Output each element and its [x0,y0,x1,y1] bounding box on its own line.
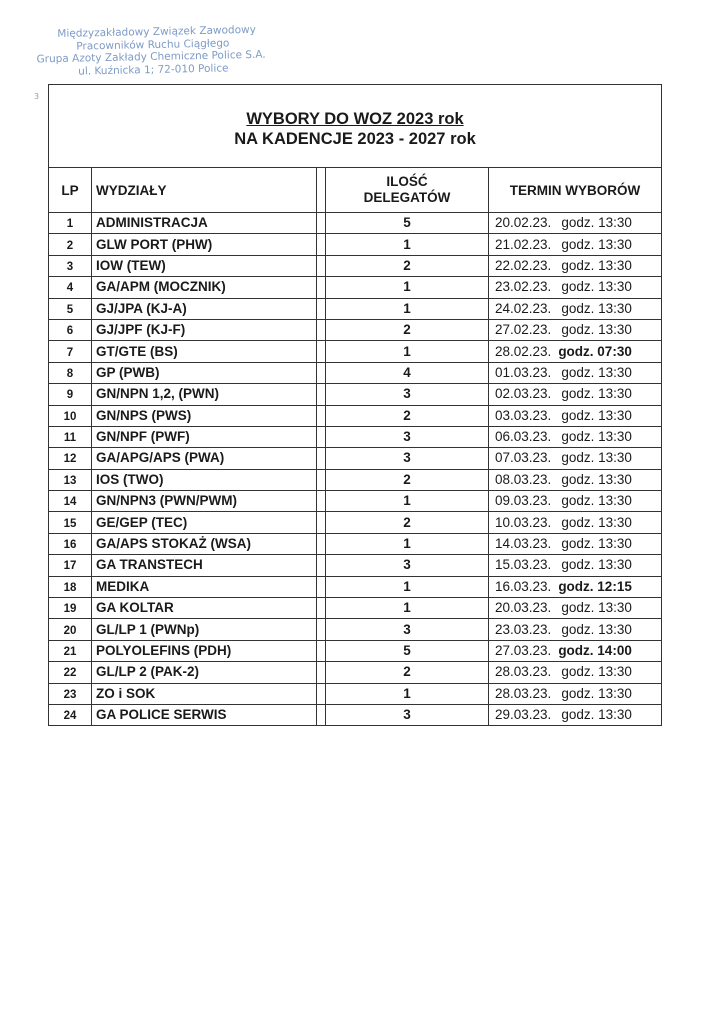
row-time: godz. 13:30 [561,707,632,723]
table-row [49,533,662,554]
row-date: 02.03.23. [495,386,552,402]
table-header-row [49,168,662,213]
row-wydzial: GJ/JPF (KJ-F) [92,319,317,340]
stamp-line: Międzyzakładowy Związek Zawodowy [57,23,256,40]
row-lp: 21 [49,640,92,661]
row-termin [489,576,662,597]
row-termin [489,341,662,362]
stamp-line: Grupa Azoty Zakłady Chemiczne Police S.A. [36,48,266,66]
column-separator [317,533,326,554]
table-row [49,362,662,383]
row-date: 23.02.23. [495,279,552,295]
row-time: godz. 13:30 [561,514,632,530]
row-termin [489,598,662,619]
row-wydzial: GA POLICE SERWIS [92,704,317,725]
table-row [49,576,662,597]
row-time: godz. 13:30 [561,621,632,637]
header-wydzialy: WYDZIAŁY [92,168,317,213]
table-row [49,598,662,619]
table-row [49,234,662,255]
title-line-1: WYBORY DO WOZ 2023 rok [246,110,464,128]
row-time: godz. 13:30 [561,536,632,552]
row-delegaci: 2 [326,512,489,533]
row-delegaci: 1 [326,683,489,704]
column-separator [317,341,326,362]
row-delegaci: 3 [326,448,489,469]
row-time: godz. 13:30 [561,471,632,487]
row-delegaci: 1 [326,234,489,255]
row-wydzial: GLW PORT (PHW) [92,234,317,255]
row-time: godz. 13:30 [561,664,632,680]
column-separator [317,619,326,640]
row-date: 20.02.23. [495,215,552,231]
row-termin [489,640,662,661]
row-termin [489,405,662,426]
column-separator [317,384,326,405]
column-separator [317,469,326,490]
row-lp: 24 [49,704,92,725]
column-separator [317,491,326,512]
row-termin [489,512,662,533]
row-lp: 2 [49,234,92,255]
table-row [49,448,662,469]
row-date: 08.03.23. [495,471,552,487]
row-delegaci: 1 [326,598,489,619]
row-wydzial: IOS (TWO) [92,469,317,490]
column-separator [317,448,326,469]
row-wydzial: GN/NPN3 (PWN/PWM) [92,491,317,512]
row-time: godz. 13:30 [561,386,632,402]
row-wydzial: GN/NPS (PWS) [92,405,317,426]
header-termin: TERMIN WYBORÓW [489,168,662,213]
row-lp: 5 [49,298,92,319]
row-wydzial: GA/APS STOKAŻ (WSA) [92,533,317,554]
column-separator [317,704,326,725]
column-separator [317,255,326,276]
row-time: godz. 13:30 [561,322,632,338]
table-row [49,512,662,533]
row-time: godz. 13:30 [561,557,632,573]
row-time: godz. 13:30 [561,300,632,316]
row-date: 24.02.23. [495,300,552,316]
row-lp: 15 [49,512,92,533]
row-lp: 23 [49,683,92,704]
row-delegaci: 1 [326,533,489,554]
row-time: godz. 13:30 [561,600,632,616]
row-date: 28.03.23. [495,664,552,680]
row-delegaci: 2 [326,662,489,683]
row-termin [489,683,662,704]
row-wydzial: GP (PWB) [92,362,317,383]
page-mark: 3 [34,92,40,101]
row-wydzial: POLYOLEFINS (PDH) [92,640,317,661]
row-time: godz. 13:30 [561,429,632,445]
row-wydzial: GT/GTE (BS) [92,341,317,362]
row-delegaci: 1 [326,576,489,597]
row-termin [489,704,662,725]
row-wydzial: GA KOLTAR [92,598,317,619]
row-termin [489,319,662,340]
row-date: 28.02.23. [495,343,552,359]
row-time: godz. 13:30 [561,364,632,380]
row-wydzial: GN/NPN 1,2, (PWN) [92,384,317,405]
row-termin [489,448,662,469]
row-lp: 9 [49,384,92,405]
stamp-line: ul. Kuźnicka 1; 72-010 Police [78,61,229,78]
column-separator [317,168,326,213]
row-termin [489,362,662,383]
header-ilosc [326,168,489,213]
column-separator [317,213,326,234]
row-lp: 18 [49,576,92,597]
table-row [49,277,662,298]
row-termin [489,255,662,276]
table-row [49,341,662,362]
row-date: 09.03.23. [495,493,552,509]
row-date: 01.03.23. [495,364,552,380]
column-separator [317,277,326,298]
row-date: 28.03.23. [495,685,552,701]
row-termin [489,234,662,255]
row-wydzial: GL/LP 1 (PWNp) [92,619,317,640]
row-delegaci: 3 [326,555,489,576]
table-row [49,683,662,704]
row-delegaci: 1 [326,298,489,319]
row-time: godz. 13:30 [561,450,632,466]
table-row [49,426,662,447]
elections-table [48,84,662,726]
row-date: 06.03.23. [495,429,552,445]
row-lp: 16 [49,533,92,554]
row-time: godz. 13:30 [561,279,632,295]
column-separator [317,512,326,533]
row-delegaci: 2 [326,255,489,276]
row-delegaci: 5 [326,213,489,234]
column-separator [317,598,326,619]
table-row [49,255,662,276]
row-delegaci: 3 [326,426,489,447]
stamp-line: Pracowników Ruchu Ciągłego [76,36,230,53]
row-termin [489,384,662,405]
table-row [49,555,662,576]
row-date: 03.03.23. [495,407,552,423]
row-delegaci: 2 [326,405,489,426]
column-separator [317,234,326,255]
row-date: 29.03.23. [495,707,552,723]
row-lp: 7 [49,341,92,362]
column-separator [317,319,326,340]
row-termin [489,298,662,319]
row-termin [489,213,662,234]
row-time: godz. 13:30 [561,215,632,231]
column-separator [317,555,326,576]
row-lp: 3 [49,255,92,276]
row-termin [489,619,662,640]
row-date: 20.03.23. [495,600,552,616]
row-date: 15.03.23. [495,557,552,573]
column-separator [317,405,326,426]
row-time: godz. 13:30 [561,407,632,423]
table-row [49,469,662,490]
table-row [49,491,662,512]
row-date: 16.03.23. [495,578,552,594]
row-date: 27.03.23. [495,643,552,658]
row-lp: 12 [49,448,92,469]
column-separator [317,362,326,383]
table-row [49,405,662,426]
row-date: 27.02.23. [495,322,552,338]
row-time: godz. 13:30 [561,236,632,252]
row-lp: 4 [49,277,92,298]
table-row [49,319,662,340]
document-title [49,85,662,168]
column-separator [317,298,326,319]
row-wydzial: IOW (TEW) [92,255,317,276]
row-lp: 22 [49,662,92,683]
row-lp: 13 [49,469,92,490]
row-delegaci: 3 [326,619,489,640]
header-ilosc-line-2: DELEGATÓW [363,190,451,205]
title-line-2: NA KADENCJE 2023 - 2027 rok [234,130,476,148]
row-delegaci: 5 [326,640,489,661]
row-lp: 17 [49,555,92,576]
row-time: godz. 13:30 [561,685,632,701]
row-termin [489,277,662,298]
row-wydzial: GJ/JPA (KJ-A) [92,298,317,319]
row-date: 10.03.23. [495,514,552,530]
row-wydzial: ADMINISTRACJA [92,213,317,234]
row-date: 22.02.23. [495,257,552,273]
row-lp: 8 [49,362,92,383]
table-row [49,619,662,640]
row-termin [489,491,662,512]
table-row [49,213,662,234]
row-lp: 11 [49,426,92,447]
column-separator [317,662,326,683]
table-body [49,213,662,726]
row-time: godz. 12:15 [558,578,632,594]
row-wydzial: GL/LP 2 (PAK-2) [92,662,317,683]
column-separator [317,683,326,704]
row-delegaci: 3 [326,384,489,405]
row-date: 14.03.23. [495,536,552,552]
row-wydzial: GA/APG/APS (PWA) [92,448,317,469]
table-row [49,640,662,661]
row-termin [489,555,662,576]
row-wydzial: GA/APM (MOCZNIK) [92,277,317,298]
column-separator [317,426,326,447]
row-delegaci: 1 [326,491,489,512]
row-wydzial: MEDIKA [92,576,317,597]
row-lp: 6 [49,319,92,340]
table-row [49,298,662,319]
row-lp: 14 [49,491,92,512]
row-date: 07.03.23. [495,450,552,466]
row-termin [489,426,662,447]
row-time: godz. 13:30 [561,257,632,273]
row-delegaci: 1 [326,277,489,298]
row-lp: 1 [49,213,92,234]
row-delegaci: 1 [326,341,489,362]
row-lp: 19 [49,598,92,619]
table-row [49,704,662,725]
column-separator [317,576,326,597]
row-termin [489,533,662,554]
row-delegaci: 2 [326,319,489,340]
row-delegaci: 4 [326,362,489,383]
row-time: godz. 07:30 [558,343,632,359]
row-termin [489,469,662,490]
row-delegaci: 2 [326,469,489,490]
row-time: godz. 14:00 [558,643,632,658]
row-lp: 10 [49,405,92,426]
row-wydzial: GA TRANSTECH [92,555,317,576]
row-date: 23.03.23. [495,621,552,637]
row-wydzial: GE/GEP (TEC) [92,512,317,533]
row-wydzial: ZO i SOK [92,683,317,704]
row-lp: 20 [49,619,92,640]
column-separator [317,640,326,661]
table-row [49,662,662,683]
union-stamp [28,23,279,78]
header-ilosc-line-1: ILOŚĆ [386,174,428,189]
row-time: godz. 13:30 [561,493,632,509]
row-delegaci: 3 [326,704,489,725]
table-row [49,384,662,405]
row-termin [489,662,662,683]
header-lp: LP [49,168,92,213]
row-date: 21.02.23. [495,236,552,252]
row-wydzial: GN/NPF (PWF) [92,426,317,447]
